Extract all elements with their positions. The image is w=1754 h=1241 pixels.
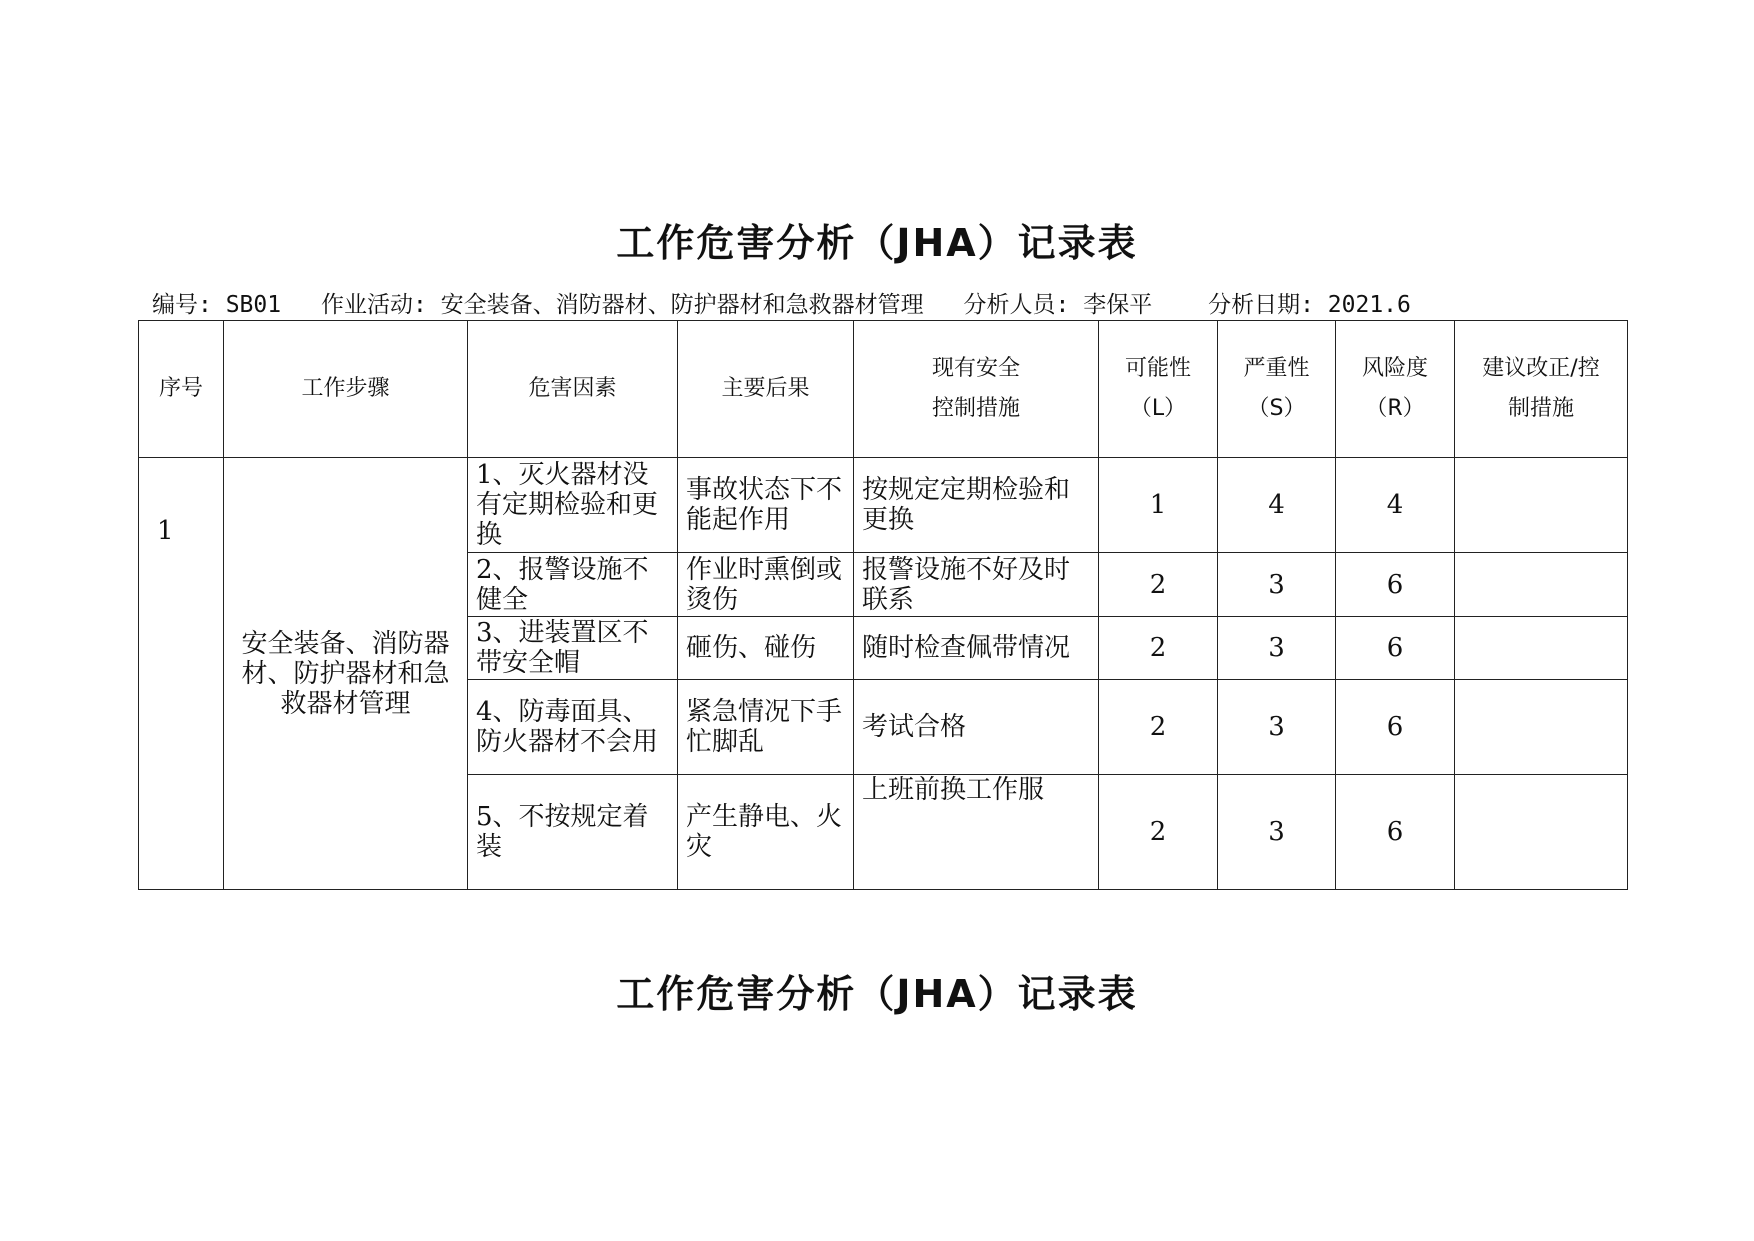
hazard-cell: 1、灭火器材没有定期检验和更换 [468,458,678,553]
suggestion-cell [1455,553,1628,617]
severity-cell: 3 [1218,553,1336,617]
meta-analyst: 分析人员: 李保平 [963,292,1153,318]
header-consequence: 主要后果 [678,321,854,458]
severity-cell: 3 [1218,617,1336,680]
risk-cell: 4 [1336,458,1455,553]
meta-activity: 作业活动: 安全装备、消防器材、防护器材和急救器材管理 [320,292,924,318]
likelihood-cell: 2 [1099,553,1218,617]
consequence-cell: 紧急情况下手忙脚乱 [678,680,854,775]
risk-cell: 6 [1336,553,1455,617]
control-cell: 按规定定期检验和更换 [854,458,1099,553]
control-cell: 报警设施不好及时联系 [854,553,1099,617]
control-cell: 上班前换工作服 [854,775,1099,890]
header-likelihood: 可能性 （L） [1099,321,1218,458]
header-step: 工作步骤 [224,321,468,458]
severity-cell: 4 [1218,458,1336,553]
suggestion-cell [1455,617,1628,680]
meta-code: 编号: SB01 [152,292,282,318]
risk-cell: 6 [1336,617,1455,680]
risk-cell: 6 [1336,680,1455,775]
consequence-cell: 事故状态下不能起作用 [678,458,854,553]
consequence-cell: 作业时熏倒或烫伤 [678,553,854,617]
severity-cell: 3 [1218,775,1336,890]
page-title: 工作危害分析（JHA）记录表 [616,221,1138,265]
severity-cell: 3 [1218,680,1336,775]
hazard-cell: 5、不按规定着装 [468,775,678,890]
header-seq: 序号 [139,321,224,458]
step-cell: 安全装备、消防器材、防护器材和急救器材管理 [224,458,468,890]
consequence-cell: 产生静电、火灾 [678,775,854,890]
suggestion-cell [1455,680,1628,775]
header-severity: 严重性 （S） [1218,321,1336,458]
table-header-row [139,321,1628,458]
meta-date: 分析日期: 2021.6 [1208,292,1411,318]
likelihood-cell: 2 [1099,680,1218,775]
likelihood-cell: 1 [1099,458,1218,553]
suggestion-cell [1455,775,1628,890]
likelihood-cell: 2 [1099,617,1218,680]
header-hazard: 危害因素 [468,321,678,458]
control-cell: 随时检查佩带情况 [854,617,1099,680]
hazard-cell: 3、进装置区不带安全帽 [468,617,678,680]
page-title-repeat: 工作危害分析（JHA）记录表 [616,972,1138,1016]
risk-cell: 6 [1336,775,1455,890]
control-cell: 考试合格 [854,680,1099,775]
document-meta [152,286,1437,319]
likelihood-cell: 2 [1099,775,1218,890]
table-row [139,458,1628,553]
seq-cell: 1 [139,458,224,890]
hazard-cell: 2、报警设施不健全 [468,553,678,617]
hazard-cell: 4、防毒面具、防火器材不会用 [468,680,678,775]
jha-table [138,320,1628,890]
header-suggestion: 建议改正/控 制措施 [1455,321,1628,458]
header-risk: 风险度 （R） [1336,321,1455,458]
consequence-cell: 砸伤、碰伤 [678,617,854,680]
header-control: 现有安全 控制措施 [854,321,1099,458]
suggestion-cell [1455,458,1628,553]
